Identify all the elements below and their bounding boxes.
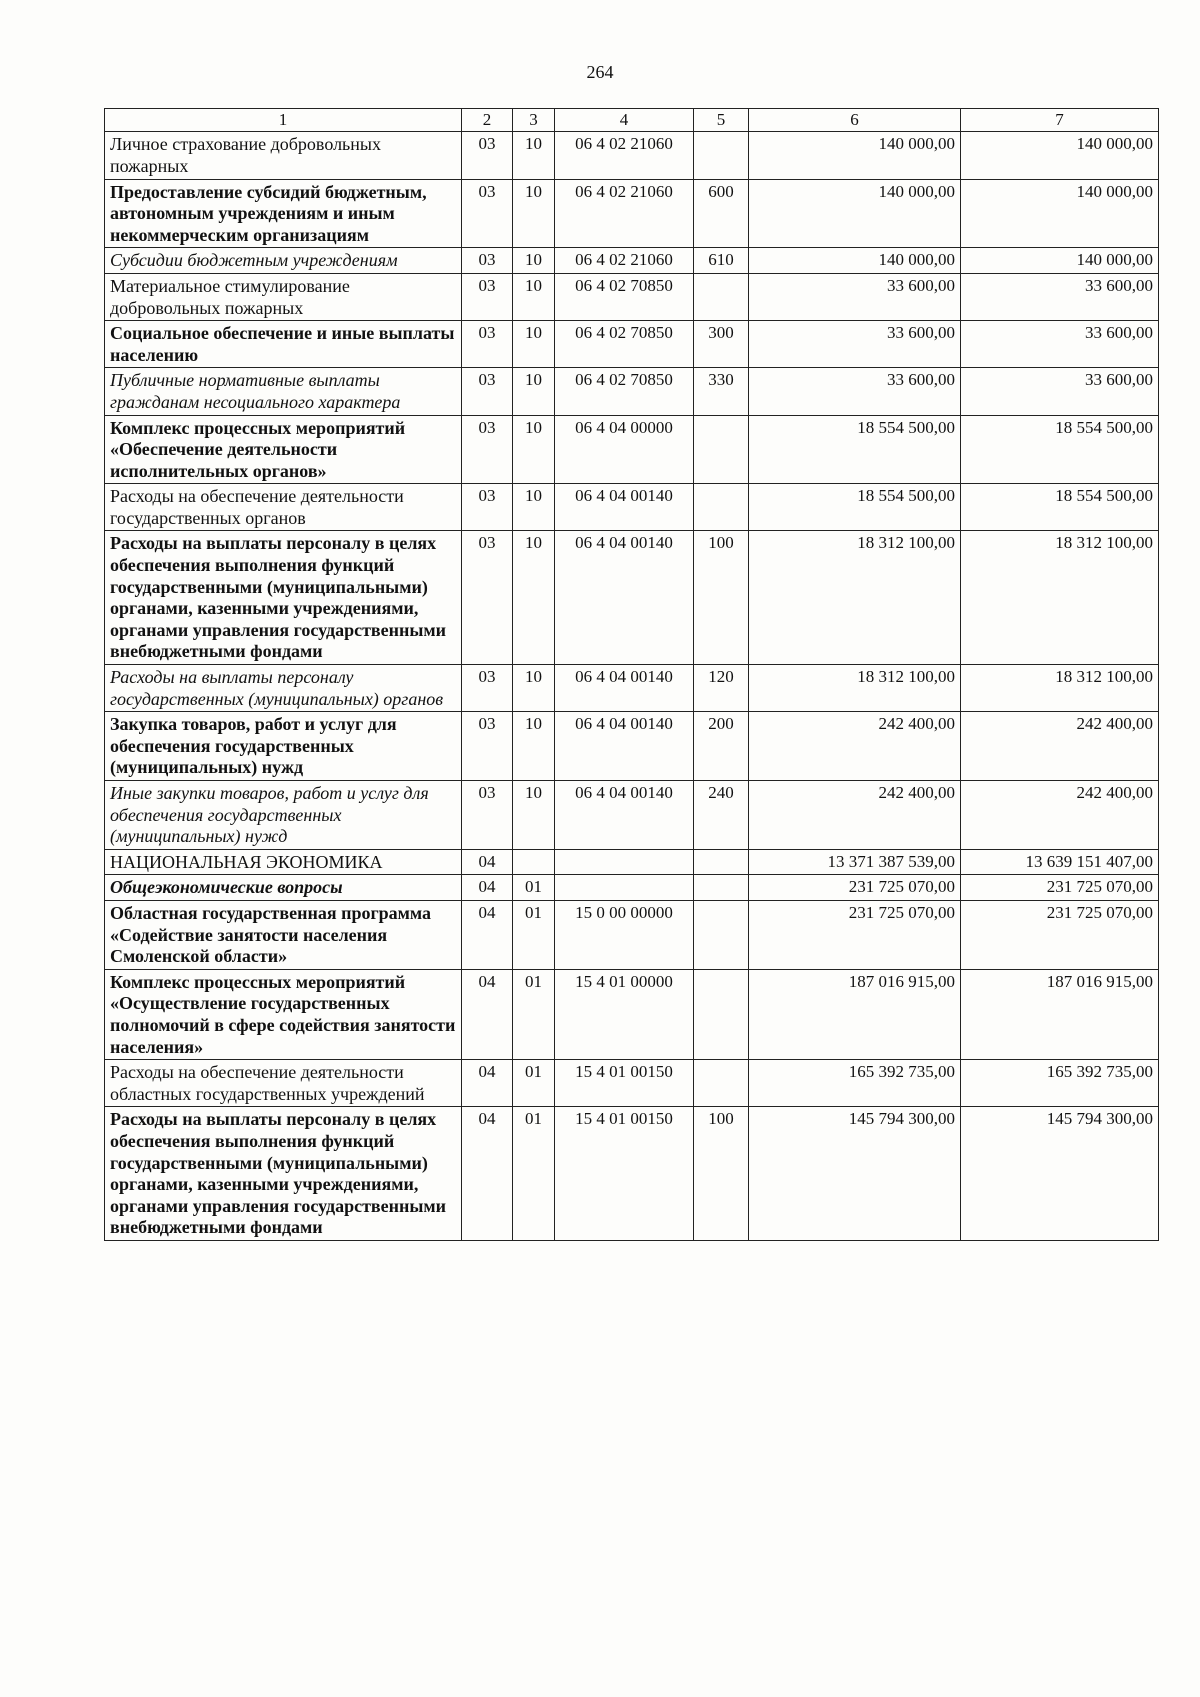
row-name-cell: Общеэкономические вопросы [105, 875, 462, 901]
table-row [105, 969, 1159, 1059]
amount-year-2-cell: 18 554 500,00 [961, 484, 1159, 531]
expense-type-cell [694, 969, 749, 1059]
amount-year-1-cell: 140 000,00 [749, 248, 961, 274]
subsection-code-cell: 01 [513, 1060, 555, 1107]
column-header: 7 [961, 109, 1159, 132]
amount-year-2-cell: 18 312 100,00 [961, 665, 1159, 712]
row-name-cell: Областная государственная программа «Содействие занятости населения Смоленской области» [105, 900, 462, 969]
section-code-cell: 03 [462, 665, 513, 712]
amount-year-2-cell: 231 725 070,00 [961, 875, 1159, 901]
section-code-cell: 04 [462, 900, 513, 969]
budget-table [104, 108, 1159, 1241]
table-row [105, 531, 1159, 665]
expense-type-cell: 300 [694, 321, 749, 368]
amount-year-2-cell: 33 600,00 [961, 368, 1159, 415]
column-header: 6 [749, 109, 961, 132]
expense-type-cell: 240 [694, 781, 749, 850]
section-code-cell: 03 [462, 132, 513, 179]
target-article-cell: 06 4 02 70850 [555, 273, 694, 320]
section-code-cell: 03 [462, 368, 513, 415]
column-header: 1 [105, 109, 462, 132]
section-code-cell: 04 [462, 1060, 513, 1107]
table-row [105, 665, 1159, 712]
table-row [105, 415, 1159, 484]
amount-year-1-cell: 33 600,00 [749, 321, 961, 368]
row-name-cell: Субсидии бюджетным учреждениям [105, 248, 462, 274]
expense-type-cell [694, 273, 749, 320]
subsection-code-cell [513, 849, 555, 875]
row-name-cell: Иные закупки товаров, работ и услуг для обеспечения государственных (муниципальных) нужд [105, 781, 462, 850]
target-article-cell: 06 4 02 21060 [555, 248, 694, 274]
table-row [105, 1107, 1159, 1241]
expense-type-cell: 200 [694, 712, 749, 781]
expense-type-cell: 600 [694, 179, 749, 248]
row-name-cell: Расходы на выплаты персоналу государственных (муниципальных) органов [105, 665, 462, 712]
table-row [105, 179, 1159, 248]
target-article-cell [555, 849, 694, 875]
section-code-cell: 04 [462, 969, 513, 1059]
target-article-cell: 06 4 04 00140 [555, 712, 694, 781]
section-code-cell: 03 [462, 321, 513, 368]
table-row [105, 248, 1159, 274]
subsection-code-cell: 10 [513, 248, 555, 274]
target-article-cell [555, 875, 694, 901]
subsection-code-cell: 10 [513, 368, 555, 415]
target-article-cell: 06 4 02 21060 [555, 179, 694, 248]
column-header: 5 [694, 109, 749, 132]
section-code-cell: 03 [462, 415, 513, 484]
amount-year-1-cell: 33 600,00 [749, 368, 961, 415]
amount-year-2-cell: 242 400,00 [961, 712, 1159, 781]
amount-year-2-cell: 140 000,00 [961, 248, 1159, 274]
amount-year-2-cell: 18 554 500,00 [961, 415, 1159, 484]
expense-type-cell: 100 [694, 1107, 749, 1241]
amount-year-2-cell: 140 000,00 [961, 132, 1159, 179]
amount-year-2-cell: 13 639 151 407,00 [961, 849, 1159, 875]
amount-year-1-cell: 242 400,00 [749, 712, 961, 781]
subsection-code-cell: 01 [513, 875, 555, 901]
table-row [105, 712, 1159, 781]
row-name-cell: Расходы на обеспечение деятельности государственных органов [105, 484, 462, 531]
table-row [105, 484, 1159, 531]
column-number-row [105, 109, 1159, 132]
amount-year-1-cell: 231 725 070,00 [749, 900, 961, 969]
page-number: 264 [586, 62, 614, 82]
section-code-cell: 03 [462, 484, 513, 531]
expense-type-cell: 100 [694, 531, 749, 665]
subsection-code-cell: 10 [513, 415, 555, 484]
column-header: 2 [462, 109, 513, 132]
amount-year-1-cell: 33 600,00 [749, 273, 961, 320]
expense-type-cell [694, 900, 749, 969]
amount-year-2-cell: 18 312 100,00 [961, 531, 1159, 665]
section-code-cell: 03 [462, 781, 513, 850]
row-name-cell: Материальное стимулирование добровольных пожарных [105, 273, 462, 320]
target-article-cell: 06 4 04 00140 [555, 781, 694, 850]
section-code-cell: 04 [462, 849, 513, 875]
target-article-cell: 06 4 04 00000 [555, 415, 694, 484]
row-name-cell: Расходы на выплаты персоналу в целях обеспечения выполнения функций государственными (муниципальными) органами, казенными учреждениями, органами управления государственными внебюджетными фондами [105, 1107, 462, 1241]
table-row [105, 273, 1159, 320]
amount-year-1-cell: 145 794 300,00 [749, 1107, 961, 1241]
target-article-cell: 15 4 01 00150 [555, 1107, 694, 1241]
column-header: 3 [513, 109, 555, 132]
amount-year-1-cell: 231 725 070,00 [749, 875, 961, 901]
row-name-cell: Расходы на обеспечение деятельности областных государственных учреждений [105, 1060, 462, 1107]
subsection-code-cell: 10 [513, 484, 555, 531]
amount-year-2-cell: 33 600,00 [961, 321, 1159, 368]
section-code-cell: 03 [462, 531, 513, 665]
expense-type-cell: 120 [694, 665, 749, 712]
subsection-code-cell: 01 [513, 1107, 555, 1241]
row-name-cell: Публичные нормативные выплаты гражданам несоциального характера [105, 368, 462, 415]
target-article-cell: 06 4 02 70850 [555, 321, 694, 368]
table-row [105, 849, 1159, 875]
amount-year-2-cell: 165 392 735,00 [961, 1060, 1159, 1107]
subsection-code-cell: 01 [513, 969, 555, 1059]
section-code-cell: 04 [462, 1107, 513, 1241]
section-code-cell: 03 [462, 179, 513, 248]
table-row [105, 781, 1159, 850]
table-row [105, 321, 1159, 368]
row-name-cell: Личное страхование добровольных пожарных [105, 132, 462, 179]
expense-type-cell [694, 415, 749, 484]
amount-year-2-cell: 145 794 300,00 [961, 1107, 1159, 1241]
subsection-code-cell: 01 [513, 900, 555, 969]
table-row [105, 1060, 1159, 1107]
amount-year-1-cell: 165 392 735,00 [749, 1060, 961, 1107]
subsection-code-cell: 10 [513, 273, 555, 320]
target-article-cell: 15 4 01 00000 [555, 969, 694, 1059]
target-article-cell: 15 4 01 00150 [555, 1060, 694, 1107]
subsection-code-cell: 10 [513, 712, 555, 781]
table-body [105, 132, 1159, 1241]
amount-year-2-cell: 33 600,00 [961, 273, 1159, 320]
table-row [105, 368, 1159, 415]
subsection-code-cell: 10 [513, 179, 555, 248]
expense-type-cell [694, 484, 749, 531]
target-article-cell: 06 4 04 00140 [555, 484, 694, 531]
subsection-code-cell: 10 [513, 781, 555, 850]
section-code-cell: 03 [462, 273, 513, 320]
subsection-code-cell: 10 [513, 665, 555, 712]
row-name-cell: Закупка товаров, работ и услуг для обеспечения государственных (муниципальных) нужд [105, 712, 462, 781]
amount-year-1-cell: 187 016 915,00 [749, 969, 961, 1059]
subsection-code-cell: 10 [513, 321, 555, 368]
row-name-cell: Социальное обеспечение и иные выплаты населению [105, 321, 462, 368]
amount-year-1-cell: 140 000,00 [749, 132, 961, 179]
expense-type-cell [694, 875, 749, 901]
target-article-cell: 06 4 04 00140 [555, 531, 694, 665]
table-row [105, 875, 1159, 901]
subsection-code-cell: 10 [513, 531, 555, 665]
amount-year-2-cell: 187 016 915,00 [961, 969, 1159, 1059]
amount-year-2-cell: 231 725 070,00 [961, 900, 1159, 969]
amount-year-1-cell: 13 371 387 539,00 [749, 849, 961, 875]
table-row [105, 132, 1159, 179]
row-name-cell: НАЦИОНАЛЬНАЯ ЭКОНОМИКА [105, 849, 462, 875]
expense-type-cell: 330 [694, 368, 749, 415]
row-name-cell: Расходы на выплаты персоналу в целях обеспечения выполнения функций государственными (муниципальными) органами, казенными учреждениями, органами управления государственными внебюджетными фондами [105, 531, 462, 665]
subsection-code-cell: 10 [513, 132, 555, 179]
row-name-cell: Предоставление субсидий бюджетным, автономным учреждениям и иным некоммерческим организациям [105, 179, 462, 248]
row-name-cell: Комплекс процессных мероприятий «Осуществление государственных полномочий в сфере содействия занятости населения» [105, 969, 462, 1059]
expense-type-cell [694, 849, 749, 875]
amount-year-1-cell: 242 400,00 [749, 781, 961, 850]
expense-type-cell [694, 1060, 749, 1107]
target-article-cell: 06 4 02 21060 [555, 132, 694, 179]
expense-type-cell: 610 [694, 248, 749, 274]
section-code-cell: 03 [462, 248, 513, 274]
table-row [105, 900, 1159, 969]
amount-year-1-cell: 18 312 100,00 [749, 665, 961, 712]
expense-type-cell [694, 132, 749, 179]
section-code-cell: 04 [462, 875, 513, 901]
target-article-cell: 06 4 04 00140 [555, 665, 694, 712]
row-name-cell: Комплекс процессных мероприятий «Обеспечение деятельности исполнительных органов» [105, 415, 462, 484]
amount-year-1-cell: 18 312 100,00 [749, 531, 961, 665]
amount-year-2-cell: 140 000,00 [961, 179, 1159, 248]
target-article-cell: 15 0 00 00000 [555, 900, 694, 969]
amount-year-2-cell: 242 400,00 [961, 781, 1159, 850]
target-article-cell: 06 4 02 70850 [555, 368, 694, 415]
amount-year-1-cell: 18 554 500,00 [749, 484, 961, 531]
amount-year-1-cell: 140 000,00 [749, 179, 961, 248]
section-code-cell: 03 [462, 712, 513, 781]
column-header: 4 [555, 109, 694, 132]
amount-year-1-cell: 18 554 500,00 [749, 415, 961, 484]
